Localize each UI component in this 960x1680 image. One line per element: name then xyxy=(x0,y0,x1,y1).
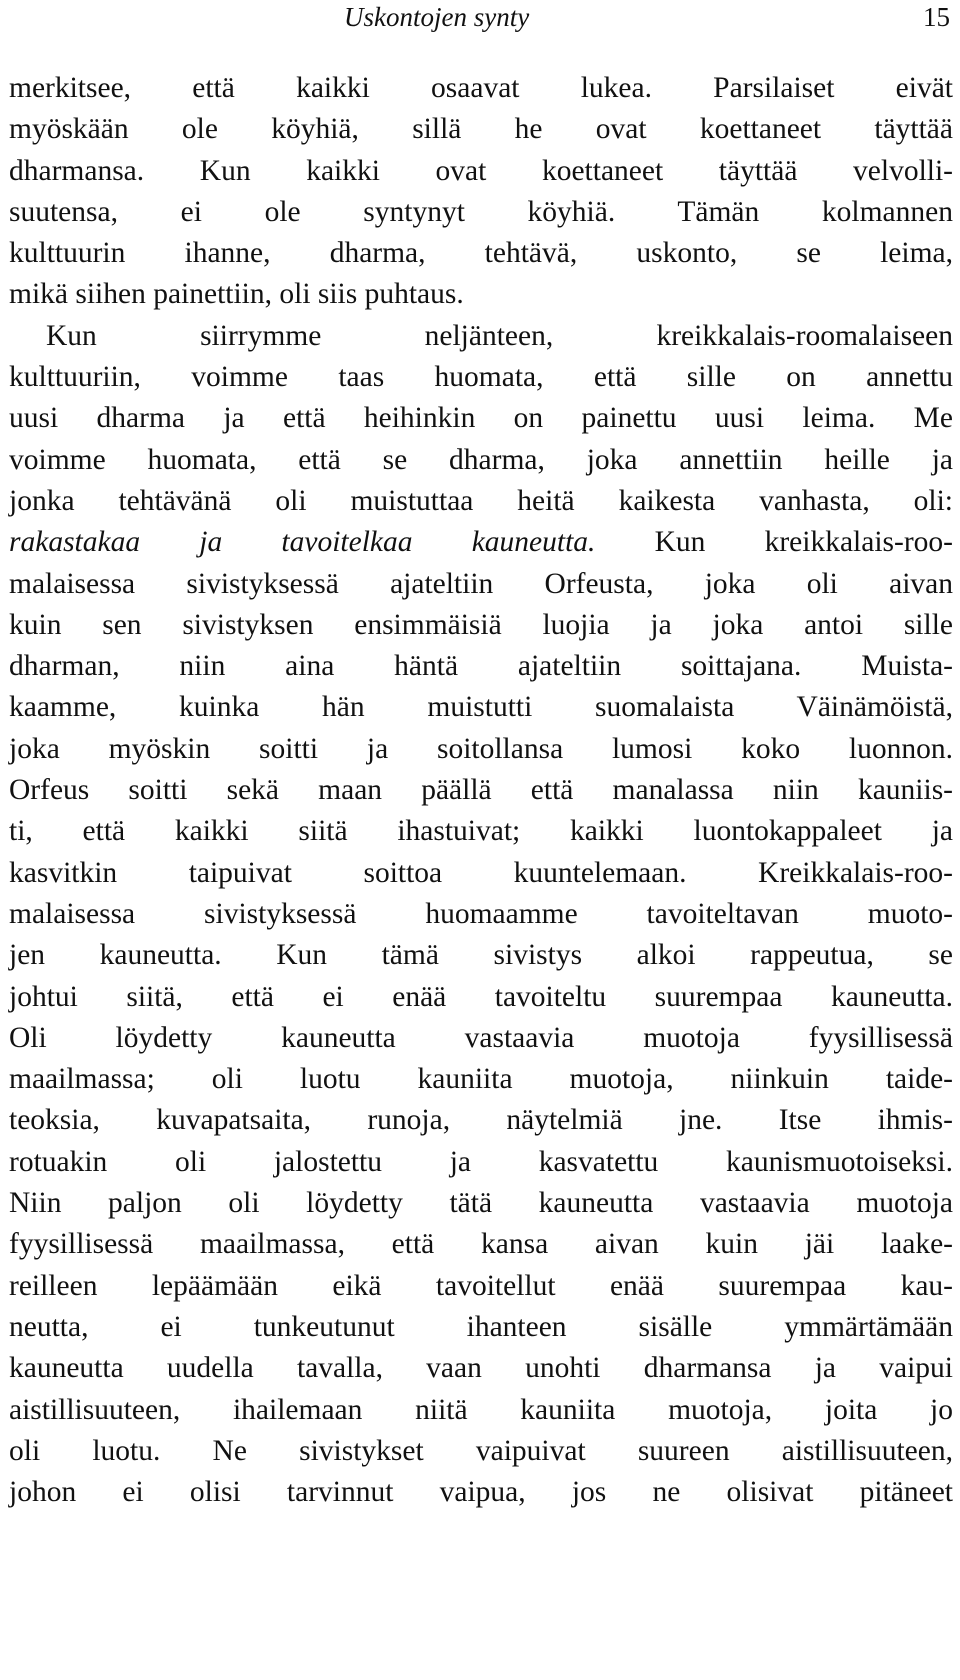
text-line: suutensa, ei ole syntynyt köyhiä. Tämän kolmannen xyxy=(9,195,953,228)
text-line: voimme huomata, että se dharma, joka annettiin heille ja xyxy=(9,443,953,476)
text-line: dharmansa. Kun kaikki ovat koettaneet täyttää velvolli- xyxy=(9,154,953,187)
text-line-with-emphasis xyxy=(9,522,953,563)
text-line: johtui siitä, että ei enää tavoiteltu suurempaa kauneutta. xyxy=(9,980,953,1013)
text-line: teoksia, kuvapatsaita, runoja, näytelmiä jne. Itse ihmis- xyxy=(9,1104,953,1137)
text-line: malaisessa sivistyksessä huomaamme tavoiteltavan muoto- xyxy=(9,897,953,930)
text-line: kasvitkin taipuivat soittoa kuuntelemaan. Kreikkalais-roo- xyxy=(9,856,953,889)
text-line: kulttuuriin, voimme taas huomata, että sille on annettu xyxy=(9,361,953,394)
text-line: johon ei olisi tarvinnut vaipua, jos ne olisivat pitäneet xyxy=(9,1476,953,1509)
text-line: Niin paljon oli löydetty tätä kauneutta vastaavia muotoja xyxy=(9,1187,953,1220)
text-line: joka myöskin soitti ja soitollansa lumosi koko luonnon. xyxy=(9,732,953,765)
body-text xyxy=(9,68,953,1513)
text-line: dharman, niin aina häntä ajateltiin soittajana. Muista- xyxy=(9,650,953,683)
text-line: Oli löydetty kauneutta vastaavia muotoja fyysillisessä xyxy=(9,1021,953,1054)
paragraph-end-line: mikä siihen painettiin, oli siis puhtaus. xyxy=(9,278,464,311)
text-line: Orfeus soitti sekä maan päällä että manalassa niin kauniis- xyxy=(9,774,953,807)
text-line: jen kauneutta. Kun tämä sivistys alkoi rappeutua, se xyxy=(9,939,953,972)
paragraph-start-line: Kun siirrymme neljänteen, kreikkalais-roomalaiseen xyxy=(46,319,953,352)
italic-phrase: rakastakaa ja tavoitelkaa kauneutta. xyxy=(9,526,596,559)
text-line: aistillisuuteen, ihailemaan niitä kauniita muotoja, joita jo xyxy=(9,1393,953,1426)
text-line: malaisessa sivistyksessä ajateltiin Orfeusta, joka oli aivan xyxy=(9,567,953,600)
text-line: ti, että kaikki siitä ihastuivat; kaikki luontokappaleet ja xyxy=(9,815,953,848)
text-line: rotuakin oli jalostettu ja kasvatettu kaunismuotoiseksi. xyxy=(9,1145,953,1178)
text-line: jonka tehtävänä oli muistuttaa heitä kaikesta vanhasta, oli: xyxy=(9,484,953,517)
text-line: oli luotu. Ne sivistykset vaipuivat suureen aistillisuuteen, xyxy=(9,1434,953,1467)
page-number: 15 xyxy=(923,2,950,32)
page-header xyxy=(0,0,960,40)
text-line: kaamme, kuinka hän muistutti suomalaista Väinämöistä, xyxy=(9,691,953,724)
text-line: maailmassa; oli luotu kauniita muotoja, niinkuin taide- xyxy=(9,1063,953,1096)
text-line: merkitsee, että kaikki osaavat lukea. Parsilaiset eivät xyxy=(9,72,953,104)
text-line: kauneutta uudella tavalla, vaan unohti dharmansa ja vaipui xyxy=(9,1352,953,1385)
text-line: kuin sen sivistyksen ensimmäisiä luojia ja joka antoi sille xyxy=(9,608,953,641)
text-line: uusi dharma ja että heihinkin on painettu uusi leima. Me xyxy=(9,402,953,435)
line-continuation: Kun kreikkalais-roo- xyxy=(595,526,953,559)
text-line: neutta, ei tunkeutunut ihanteen sisälle ymmärtämään xyxy=(9,1310,953,1343)
text-line: reilleen lepäämään eikä tavoitellut enää suurempaa kau- xyxy=(9,1269,953,1302)
text-line: myöskään ole köyhiä, sillä he ovat koettaneet täyttää xyxy=(9,113,953,146)
text-line: kulttuurin ihanne, dharma, tehtävä, uskonto, se leima, xyxy=(9,237,953,270)
running-title: Uskontojen synty xyxy=(344,2,530,32)
text-line: fyysillisessä maailmassa, että kansa aivan kuin jäi laake- xyxy=(9,1228,953,1261)
